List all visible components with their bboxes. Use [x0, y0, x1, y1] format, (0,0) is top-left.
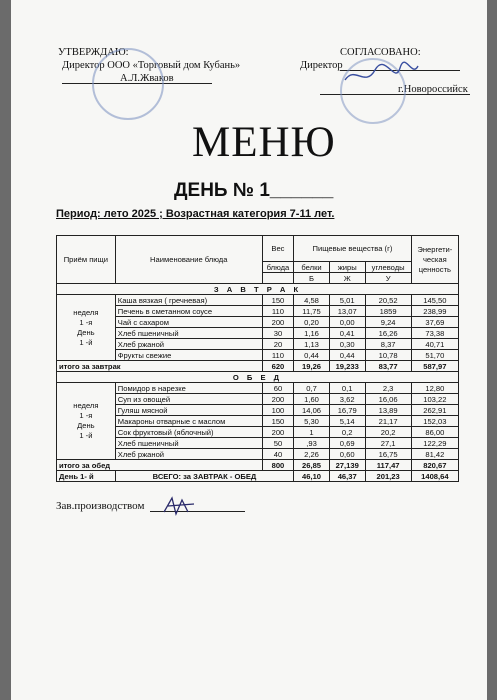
lunch-meal-label-line: неделя [73, 401, 99, 410]
lunch-protein: 1,60 [294, 394, 330, 405]
approve-line-1: Директор ООО «Торговый дом Кубань» [62, 60, 241, 71]
breakfast-meal-label-line: 1 -я [79, 317, 93, 327]
breakfast-total-carbs: 83,77 [365, 361, 411, 372]
breakfast-carbs: 9,24 [365, 317, 411, 328]
header-energy: Энергети-ческая ценность [411, 236, 458, 284]
breakfast-dish-name: Хлеб пшеничный [115, 328, 262, 339]
breakfast-fat: 5,01 [329, 295, 365, 306]
breakfast-carbs: 1859 [365, 306, 411, 317]
breakfast-weight: 110 [262, 350, 293, 361]
lunch-meal-label-line: 1 -я [79, 411, 93, 420]
lunch-meal-label-line: День [77, 421, 95, 430]
grand-total-energy: 1408,64 [411, 471, 458, 482]
lunch-weight: 40 [262, 449, 293, 460]
breakfast-meal-label-line: неделя [73, 307, 99, 317]
breakfast-carbs: 8,37 [365, 339, 411, 350]
lunch-fat: 5,14 [329, 416, 365, 427]
breakfast-carbs: 10,78 [365, 350, 411, 361]
lunch-total-carbs: 117,47 [365, 460, 411, 471]
lunch-total-fat: 27,139 [329, 460, 365, 471]
lunch-fat: 0,69 [329, 438, 365, 449]
grand-total-protein: 46,10 [294, 471, 330, 482]
breakfast-protein: 11,75 [294, 306, 330, 317]
lunch-carbs: 27,1 [365, 438, 411, 449]
breakfast-fat: 13,07 [329, 306, 365, 317]
approve-line-2: А.Л.Жваков [120, 73, 174, 84]
breakfast-fat: 0,00 [329, 317, 365, 328]
grand-total-fat: 46,37 [329, 471, 365, 482]
lunch-row [57, 394, 459, 405]
agree-line-2: г.Новороссийск [398, 84, 468, 95]
lunch-energy: 81,42 [411, 449, 458, 460]
breakfast-dish-name: Чай с сахаром [115, 317, 262, 328]
lunch-protein: ,93 [294, 438, 330, 449]
lunch-row [57, 383, 459, 394]
lunch-total-energy: 820,67 [411, 460, 458, 471]
header-b: Б [294, 273, 330, 284]
breakfast-total-protein: 19,26 [294, 361, 330, 372]
lunch-energy: 122,29 [411, 438, 458, 449]
lunch-carbs: 2,3 [365, 383, 411, 394]
lunch-fat: 0,1 [329, 383, 365, 394]
breakfast-weight: 200 [262, 317, 293, 328]
breakfast-meal-label-line: День [77, 327, 95, 337]
lunch-row [57, 427, 459, 438]
breakfast-dish-name: Печень в сметанном соусе [115, 306, 262, 317]
breakfast-weight: 30 [262, 328, 293, 339]
lunch-carbs: 16,75 [365, 449, 411, 460]
lunch-weight: 150 [262, 416, 293, 427]
breakfast-energy: 51,70 [411, 350, 458, 361]
lunch-dish-name: Помидор в нарезке [115, 383, 262, 394]
header-zh: Ж [329, 273, 365, 284]
lunch-weight: 50 [262, 438, 293, 449]
lunch-weight: 200 [262, 427, 293, 438]
production-head-signature [160, 494, 200, 520]
lunch-energy: 12,80 [411, 383, 458, 394]
header-fat: жиры [329, 262, 365, 273]
approve-title: УТВЕРЖДАЮ: [58, 47, 129, 58]
breakfast-row [57, 317, 459, 328]
header-weight-2: блюда [262, 262, 293, 273]
lunch-carbs: 20,2 [365, 427, 411, 438]
breakfast-carbs: 20,52 [365, 295, 411, 306]
lunch-dish-name: Хлеб ржаной [115, 449, 262, 460]
lunch-weight: 60 [262, 383, 293, 394]
breakfast-row [57, 295, 459, 306]
company-stamp [92, 48, 164, 120]
breakfast-protein: 1,16 [294, 328, 330, 339]
lunch-dish-name: Хлеб пшеничный [115, 438, 262, 449]
lunch-energy: 262,91 [411, 405, 458, 416]
lunch-protein: 5,30 [294, 416, 330, 427]
footer-production-head: Зав.производством [56, 500, 145, 512]
breakfast-energy: 238,99 [411, 306, 458, 317]
lunch-row [57, 416, 459, 427]
lunch-carbs: 16,06 [365, 394, 411, 405]
breakfast-energy: 73,38 [411, 328, 458, 339]
header-dish: Наименование блюда [115, 236, 262, 284]
breakfast-fat: 0,30 [329, 339, 365, 350]
breakfast-row [57, 306, 459, 317]
breakfast-meal-label [57, 295, 116, 361]
lunch-dish-name: Сок фруктовый (яблочный) [115, 427, 262, 438]
breakfast-weight: 150 [262, 295, 293, 306]
lunch-carbs: 21,17 [365, 416, 411, 427]
breakfast-fat: 0,41 [329, 328, 365, 339]
grand-total-label: ВСЕГО: за ЗАВТРАК - ОБЕД [115, 471, 293, 482]
lunch-protein: 0,7 [294, 383, 330, 394]
lunch-fat: 3,62 [329, 394, 365, 405]
lunch-row [57, 438, 459, 449]
lunch-energy: 103,22 [411, 394, 458, 405]
header-protein: белки [294, 262, 330, 273]
lunch-meal-label [57, 383, 116, 460]
breakfast-weight: 20 [262, 339, 293, 350]
lunch-row [57, 449, 459, 460]
breakfast-total-energy: 587,97 [411, 361, 458, 372]
header-weight: Вес [262, 236, 293, 262]
breakfast-energy: 145,50 [411, 295, 458, 306]
header-meal: Приём пищи [57, 236, 116, 284]
lunch-dish-name: Макароны отварные с маслом [115, 416, 262, 427]
breakfast-total-fat: 19,233 [329, 361, 365, 372]
breakfast-protein: 1,13 [294, 339, 330, 350]
lunch-fat: 0,60 [329, 449, 365, 460]
lunch-total-protein: 26,85 [294, 460, 330, 471]
lunch-protein: 2,26 [294, 449, 330, 460]
breakfast-protein: 0,44 [294, 350, 330, 361]
grand-day-label: День 1- й [57, 471, 116, 482]
breakfast-total-label: итого за завтрак [57, 361, 263, 372]
section-lunch: О Б Е Д [57, 372, 459, 383]
agree-line-1: Директор [300, 60, 343, 71]
grand-total-carbs: 201,23 [365, 471, 411, 482]
breakfast-row [57, 350, 459, 361]
breakfast-row [57, 328, 459, 339]
day-title: ДЕНЬ № 1______ [174, 180, 334, 201]
period-line: Период: лето 2025 ; Возрастная категория 7-11 лет. [56, 208, 335, 220]
lunch-total-label: итого за обед [57, 460, 263, 471]
page-title: МЕНЮ [192, 119, 336, 166]
director-signature [340, 60, 420, 90]
lunch-meal-label-line: 1 -й [79, 431, 93, 440]
breakfast-energy: 37,69 [411, 317, 458, 328]
breakfast-total-weight: 620 [262, 361, 293, 372]
menu-table [56, 235, 459, 482]
lunch-fat: 0,2 [329, 427, 365, 438]
header-carbs: углеводы [365, 262, 411, 273]
breakfast-carbs: 16,26 [365, 328, 411, 339]
lunch-protein: 14,06 [294, 405, 330, 416]
breakfast-dish-name: Каша вязкая ( гречневая) [115, 295, 262, 306]
breakfast-row [57, 339, 459, 350]
breakfast-fat: 0,44 [329, 350, 365, 361]
section-breakfast: З А В Т Р А К [57, 284, 459, 295]
lunch-dish-name: Суп из овощей [115, 394, 262, 405]
header-nutrients: Пищевые вещества (г) [294, 236, 412, 262]
breakfast-energy: 40,71 [411, 339, 458, 350]
lunch-row [57, 405, 459, 416]
breakfast-dish-name: Фрукты свежие [115, 350, 262, 361]
lunch-carbs: 13,89 [365, 405, 411, 416]
header-u: У [365, 273, 411, 284]
lunch-dish-name: Гуляш мясной [115, 405, 262, 416]
breakfast-protein: 4,58 [294, 295, 330, 306]
breakfast-protein: 0,20 [294, 317, 330, 328]
lunch-energy: 152,03 [411, 416, 458, 427]
lunch-total-weight: 800 [262, 460, 293, 471]
breakfast-weight: 110 [262, 306, 293, 317]
agree-title: СОГЛАСОВАНО: [340, 47, 421, 58]
lunch-protein: 1 [294, 427, 330, 438]
lunch-energy: 86,00 [411, 427, 458, 438]
breakfast-meal-label-line: 1 -й [79, 337, 93, 347]
lunch-weight: 200 [262, 394, 293, 405]
breakfast-dish-name: Хлеб ржаной [115, 339, 262, 350]
lunch-weight: 100 [262, 405, 293, 416]
lunch-fat: 16,79 [329, 405, 365, 416]
